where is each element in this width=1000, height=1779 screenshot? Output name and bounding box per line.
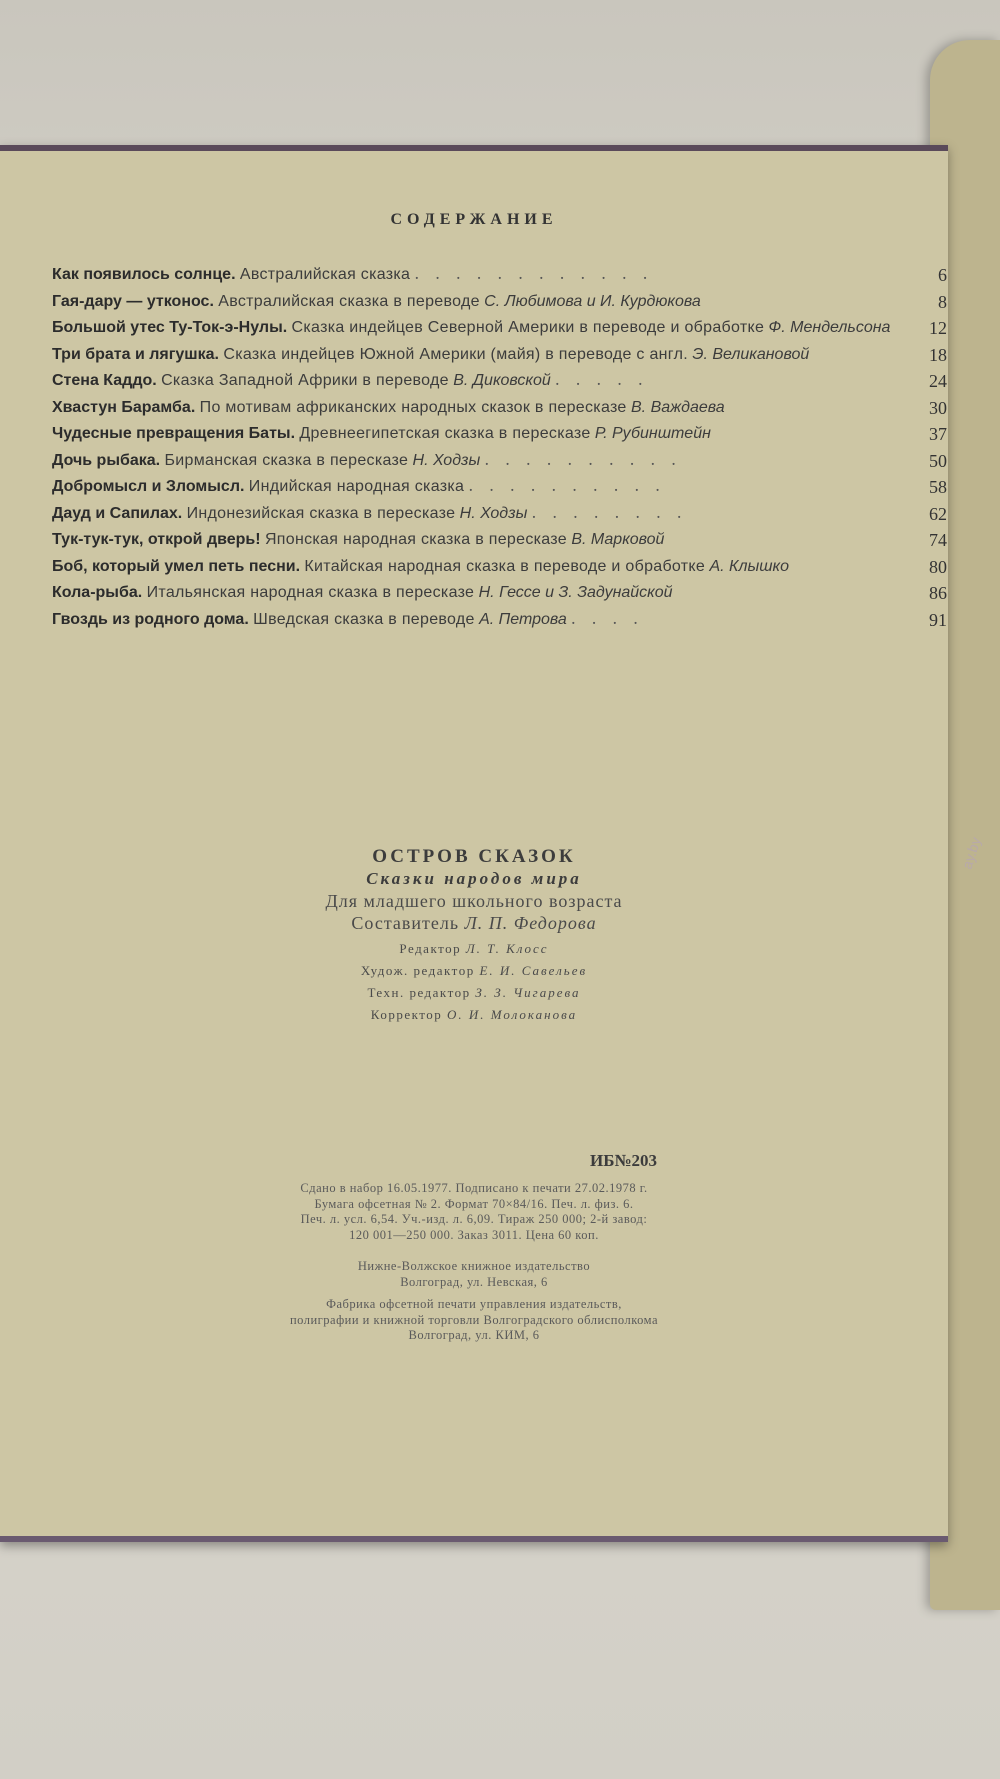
toc-entry — [52, 473, 947, 500]
watermark: ay.by — [958, 835, 984, 871]
toc-entry-page: 74 — [929, 530, 947, 550]
proofreader-line — [0, 1004, 948, 1026]
toc-entry-description: Сказка индейцев Южной Америки (майя) в переводе с англ. — [223, 345, 688, 363]
art-editor-line — [0, 960, 948, 982]
toc-entry-description: Индонезийская сказка в пересказе — [186, 504, 456, 522]
toc-entry-translator: Н. Ходзы — [412, 451, 481, 469]
toc-entry-translator: Н. Ходзы — [459, 504, 528, 522]
tech-editor-label: Техн. редактор — [367, 985, 471, 1000]
toc-entry-leader-dots: . . . . . . . . . . — [468, 475, 666, 495]
table-of-contents — [52, 261, 947, 632]
toc-entry-title: Как появилось солнце. — [52, 266, 236, 283]
print-line-1: Сдано в набор 16.05.1977. Подписано к печати 27.02.1978 г. — [300, 1181, 648, 1195]
toc-entry-page: 30 — [929, 397, 947, 418]
toc-entry-page: 24 — [929, 371, 947, 391]
ib-number: ИБ№203 — [590, 1151, 658, 1170]
publisher-name: Нижне-Волжское книжное издательство — [357, 1259, 591, 1273]
toc-entry-leader-dots: . . . . — [571, 607, 644, 628]
audience-line: Для младшего школьного возраста — [325, 891, 623, 911]
proofreader-name: О. И. Молоканова — [447, 1007, 578, 1022]
proofreader-label: Корректор — [370, 1007, 443, 1022]
publisher-block — [0, 1259, 948, 1290]
toc-entry-title: Дочь рыбака. — [52, 451, 161, 469]
toc-entry-page: 12 — [929, 318, 947, 338]
toc-entry-description: Шведская сказка в переводе — [253, 610, 475, 628]
toc-entry-leader-dots: . . . . . . . . . . . . — [414, 263, 654, 283]
toc-entry — [52, 314, 947, 341]
toc-entry-translator: Р. Рубинштейн — [594, 425, 711, 442]
toc-entry-page: 18 — [929, 344, 947, 365]
tech-editor-line — [0, 982, 948, 1004]
print-line-3: Печ. л. усл. 6,54. Уч.-изд. л. 6,09. Тираж 250 000; 2-й завод: — [300, 1212, 648, 1226]
toc-entry-description: Сказка индейцев Северной Америки в переводе и обработке — [291, 319, 765, 336]
compiler-label: Составитель — [351, 913, 460, 933]
toc-entry — [52, 420, 947, 447]
toc-entry-title: Гвоздь из родного дома. — [52, 610, 249, 628]
toc-entry-translator: Н. Гессе и З. Задунайской — [478, 584, 673, 601]
book-subtitle: Сказки народов мира — [366, 869, 582, 888]
toc-entry-translator: В. Марковой — [571, 531, 665, 548]
staff-list — [0, 938, 948, 1026]
toc-entry-page: 91 — [929, 609, 947, 630]
toc-entry-title: Тук-тук-тук, открой дверь! — [52, 531, 261, 548]
book-page — [0, 145, 948, 1542]
toc-entry-description: Японская народная сказка в пересказе — [264, 531, 567, 548]
toc-entry-description: По мотивам африканских народных сказок в пересказе — [199, 398, 627, 416]
art-editor-label: Худож. редактор — [360, 963, 475, 978]
toc-entry-page: 50 — [929, 450, 947, 471]
toc-entry-translator: Ф. Мендельсона — [768, 319, 891, 336]
imprint — [0, 846, 948, 1026]
print-line-4: 120 001—250 000. Заказ 3011. Цена 60 коп. — [349, 1227, 599, 1242]
toc-entry — [52, 526, 947, 553]
contents-heading: СОДЕРЖАНИЕ — [390, 211, 558, 228]
toc-entry-description: Австралийская сказка — [239, 266, 411, 283]
toc-entry-description: Древнеегипетская сказка в пересказе — [299, 425, 591, 442]
print-details — [0, 1181, 948, 1243]
toc-entry-title: Гая-дару — утконос. — [52, 292, 214, 310]
publisher-address: Волгоград, ул. Невская, 6 — [400, 1274, 548, 1289]
toc-entry-title: Чудесные превращения Баты. — [52, 425, 296, 442]
toc-entry — [52, 367, 947, 394]
toc-entry-title: Хвастун Барамба. — [52, 398, 196, 416]
toc-entry-description: Китайская народная сказка в переводе и обработке — [304, 557, 706, 575]
toc-entry-title: Стена Каддо. — [52, 372, 157, 389]
toc-entry-title: Три брата и лягушка. — [52, 345, 219, 363]
toc-entry — [52, 500, 947, 527]
toc-entry-title: Добромысл и Зломысл. — [52, 478, 245, 495]
toc-entry-description: Австралийская сказка в переводе — [218, 292, 480, 310]
editor-line — [0, 938, 948, 960]
toc-entry-title: Дауд и Сапилах. — [52, 504, 183, 522]
compiler-name: Л. П. Федорова — [464, 913, 597, 933]
editor-label: Редактор — [399, 941, 462, 956]
toc-entry-translator: В. Важдаева — [631, 398, 725, 416]
toc-entry-leader-dots: . . . . . . . . — [531, 501, 688, 522]
toc-entry-description: Индийская народная сказка — [248, 478, 465, 495]
toc-entry-translator: А. Клышко — [709, 557, 789, 575]
toc-entry-page: 80 — [929, 556, 947, 577]
toc-entry-page: 62 — [929, 503, 947, 524]
toc-entry — [52, 447, 947, 474]
book-title: ОСТРОВ СКАЗОК — [372, 846, 576, 867]
printer-line-1: Фабрика офсетной печати управления издательств, — [326, 1297, 622, 1311]
printer-line-2: полиграфии и книжной торговли Волгоградского облисполкома — [289, 1312, 659, 1327]
toc-entry-page: 86 — [929, 583, 947, 603]
toc-entry-title: Большой утес Ту-Ток-э-Нулы. — [52, 319, 288, 336]
toc-entry-page: 6 — [938, 265, 947, 285]
toc-entry — [52, 553, 947, 580]
printer-address: Волгоград, ул. КИМ, 6 — [408, 1328, 540, 1342]
toc-entry-translator: В. Диковской — [453, 372, 551, 389]
toc-entry-description: Сказка Западной Африки в переводе — [161, 372, 449, 389]
toc-entry-leader-dots: . . . . . . . . . . — [484, 448, 682, 469]
toc-entry — [52, 288, 947, 315]
toc-entry — [52, 261, 947, 288]
toc-entry-title: Кола-рыба. — [52, 584, 143, 601]
editor-name: Л. Т. Клосс — [465, 941, 549, 956]
toc-entry — [52, 341, 947, 368]
printer-block — [0, 1297, 948, 1344]
tech-editor-name: З. З. Чигарева — [475, 985, 581, 1000]
compiler-line — [0, 913, 948, 934]
toc-entry-title: Боб, который умел петь песни. — [52, 557, 301, 575]
toc-entry-page: 8 — [938, 291, 947, 312]
toc-entry-page: 37 — [929, 424, 947, 444]
toc-entry — [52, 606, 947, 633]
print-line-2: Бумага офсетная № 2. Формат 70×84/16. Печ. л. физ. 6. — [314, 1196, 634, 1211]
toc-entry-translator: А. Петрова — [479, 610, 567, 628]
toc-entry-description: Бирманская сказка в пересказе — [164, 451, 409, 469]
toc-entry-description: Итальянская народная сказка в пересказе — [146, 584, 475, 601]
toc-entry-translator: Э. Великановой — [692, 345, 810, 363]
toc-entry — [52, 394, 947, 421]
toc-entry-page: 58 — [929, 477, 947, 497]
toc-entry — [52, 579, 947, 606]
toc-entry-translator: С. Любимова и И. Курдюкова — [484, 292, 701, 310]
art-editor-name: Е. И. Савельев — [479, 963, 588, 978]
toc-entry-leader-dots: . . . . . — [555, 369, 649, 389]
